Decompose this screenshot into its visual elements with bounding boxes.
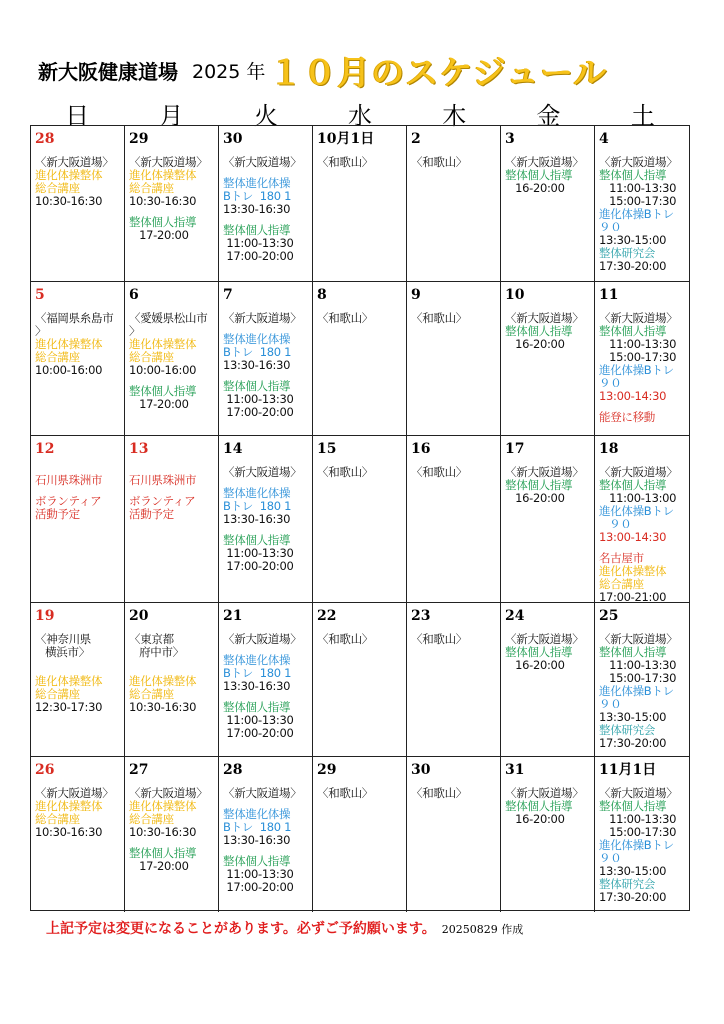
schedule-line: 進化体操整体	[129, 337, 197, 351]
schedule-line: 11:00-13:30	[223, 867, 294, 881]
schedule-line: 16-20:00	[505, 337, 565, 351]
schedule-line: 整体個人指導	[223, 700, 291, 714]
schedule-line: 総合講座	[129, 812, 174, 826]
day-number: 7	[223, 287, 233, 303]
schedule-line: 10:00-16:00	[35, 363, 103, 377]
footer-notice: 上記予定は変更になることがあります。必ずご予約願います。	[46, 921, 436, 937]
day-number: 14	[223, 441, 243, 457]
schedule-line: 〈神奈川県	[35, 632, 91, 646]
schedule-line: 〈和歌山〉	[411, 155, 467, 169]
day-number: 9	[411, 287, 421, 303]
schedule-line: 進化体操整体	[129, 168, 197, 182]
calendar-day-cell	[407, 757, 501, 912]
day-number: 4	[599, 131, 609, 147]
schedule-line: 17:00-20:00	[223, 726, 294, 740]
schedule-line: 15:00-17:30	[599, 194, 677, 208]
schedule-line: 横浜市〉	[35, 645, 90, 659]
schedule-line: 11:00-13:30	[223, 713, 294, 727]
day-number: 31	[505, 762, 525, 778]
schedule-line: 〈和歌山〉	[317, 311, 373, 325]
schedule-line: 13:30-16:30	[223, 679, 291, 693]
schedule-line: 〈新大阪道場〉	[223, 786, 302, 800]
schedule-line: ボランティア	[129, 494, 196, 508]
schedule-line: 13:30-16:30	[223, 833, 291, 847]
schedule-line: 〈新大阪道場〉	[599, 632, 678, 646]
schedule-line: 〈和歌山〉	[411, 632, 467, 646]
schedule-line: 17-20:00	[129, 859, 189, 873]
calendar-day-cell	[125, 757, 219, 912]
schedule-line: 整体個人指導	[599, 645, 667, 659]
day-number: 11月1日	[599, 762, 657, 778]
schedule-line: 進化体操Bトレ	[599, 504, 674, 518]
weekday-header-row	[30, 96, 690, 130]
schedule-line: ９０	[599, 851, 622, 865]
calendar-day-cell	[595, 282, 689, 436]
weekday-thu: 木	[442, 102, 467, 130]
schedule-line: 〈新大阪道場〉	[505, 465, 584, 479]
schedule-line: 11:00-13:30	[223, 392, 294, 406]
calendar-day-cell	[219, 757, 313, 912]
org-name: 新大阪健康道場	[38, 59, 178, 84]
day-number: 3	[505, 131, 515, 147]
calendar-day-cell	[595, 757, 689, 912]
day-number: 6	[129, 287, 139, 303]
schedule-line: 整体進化体操	[223, 332, 291, 346]
schedule-line: 〈新大阪道場〉	[505, 155, 584, 169]
schedule-line: 15:00-17:30	[599, 671, 677, 685]
schedule-line: 〈新大阪道場〉	[505, 632, 584, 646]
calendar-day-cell	[313, 603, 407, 757]
schedule-line: Bトレ 180 1	[223, 820, 292, 834]
calendar-day-cell	[31, 282, 125, 436]
schedule-line: 〈新大阪道場〉	[35, 786, 114, 800]
schedule-line: 整体個人指導	[223, 379, 291, 393]
schedule-line: 整体個人指導	[599, 324, 667, 338]
day-number: 29	[317, 762, 337, 778]
schedule-line: 整体個人指導	[129, 384, 197, 398]
weekday-wed: 水	[347, 102, 372, 130]
schedule-line: 活動予定	[129, 507, 174, 521]
schedule-line: 整体個人指導	[599, 799, 667, 813]
schedule-line: ９０	[599, 517, 632, 531]
schedule-line: 13:30-16:30	[223, 512, 291, 526]
schedule-line: 総合講座	[129, 687, 174, 701]
weekday-tue: 火	[253, 102, 278, 130]
schedule-line: 〈和歌山〉	[317, 632, 373, 646]
day-number: 12	[35, 441, 55, 457]
calendar-day-cell	[31, 757, 125, 912]
day-number: 10月1日	[317, 131, 375, 147]
schedule-line: 17:00-20:00	[223, 249, 294, 263]
day-number: 19	[35, 608, 55, 624]
schedule-line: 10:30-16:30	[35, 194, 103, 208]
calendar-day-cell	[407, 436, 501, 603]
schedule-line: 〈新大阪道場〉	[599, 311, 678, 325]
day-number: 28	[223, 762, 243, 778]
schedule-line: 13:30-16:30	[223, 202, 291, 216]
day-number: 15	[317, 441, 337, 457]
day-number: 21	[223, 608, 243, 624]
schedule-line: 総合講座	[129, 181, 174, 195]
weekday-sun: 日	[65, 102, 90, 130]
schedule-line: ９０	[599, 697, 622, 711]
weekday-sat: 土	[630, 102, 655, 130]
day-number: 5	[35, 287, 45, 303]
schedule-line: 10:00-16:00	[129, 363, 197, 377]
schedule-line: ９０	[599, 220, 622, 234]
day-number: 25	[599, 608, 619, 624]
day-number: 27	[129, 762, 149, 778]
schedule-line: 整体個人指導	[599, 478, 667, 492]
day-number: 10	[505, 287, 525, 303]
schedule-line: 15:00-17:30	[599, 350, 677, 364]
schedule-line: 〈和歌山〉	[411, 311, 467, 325]
schedule-line: 整体研究会	[599, 246, 655, 260]
calendar-day-cell	[31, 603, 125, 757]
calendar-day-cell	[125, 282, 219, 436]
calendar-day-cell	[313, 436, 407, 603]
schedule-line: 整体進化体操	[223, 486, 291, 500]
schedule-line: 〈和歌山〉	[317, 465, 373, 479]
day-number: 30	[223, 131, 243, 147]
schedule-line: 16-20:00	[505, 181, 565, 195]
calendar-day-cell	[219, 436, 313, 603]
schedule-line: Bトレ 180 1	[223, 345, 292, 359]
day-number: 16	[411, 441, 431, 457]
calendar-day-cell	[595, 126, 689, 282]
schedule-line: 進化体操整体	[35, 337, 103, 351]
schedule-line: 進化体操Bトレ	[599, 207, 674, 221]
schedule-line: 15:00-17:30	[599, 825, 677, 839]
schedule-line: 17-20:00	[129, 397, 189, 411]
schedule-line: 総合講座	[599, 577, 644, 591]
schedule-line: 〈愛媛県松山市	[129, 311, 208, 325]
day-number: 2	[411, 131, 421, 147]
schedule-line: 〈和歌山〉	[411, 465, 467, 479]
schedule-line: 整体進化体操	[223, 176, 291, 190]
schedule-line: 〈和歌山〉	[317, 786, 373, 800]
calendar-day-cell	[219, 282, 313, 436]
day-number: 13	[129, 441, 149, 457]
schedule-line: 13:00-14:30	[599, 389, 667, 403]
schedule-line: 11:00-13:30	[223, 546, 294, 560]
schedule-line: Bトレ 180 1	[223, 666, 292, 680]
day-number: 22	[317, 608, 337, 624]
calendar-day-cell	[501, 603, 595, 757]
calendar-day-cell	[407, 282, 501, 436]
schedule-line: 〈新大阪道場〉	[223, 632, 302, 646]
schedule-line: 10:30-16:30	[129, 194, 197, 208]
schedule-line: ９０	[599, 376, 622, 390]
schedule-line: 13:30-16:30	[223, 358, 291, 372]
schedule-line: 13:30-15:00	[599, 864, 667, 878]
schedule-line: 10:30-16:30	[35, 825, 103, 839]
page-header	[38, 48, 607, 92]
schedule-line: 進化体操整体	[129, 799, 197, 813]
schedule-line: 17:00-20:00	[223, 405, 294, 419]
schedule-line: 進化体操Bトレ	[599, 838, 674, 852]
schedule-line: 17:00-21:00	[599, 590, 667, 603]
calendar-day-cell	[125, 603, 219, 757]
schedule-line: 〉	[35, 324, 47, 338]
schedule-line: 〈和歌山〉	[411, 786, 467, 800]
weekday-mon: 月	[159, 102, 184, 130]
schedule-line: 17:00-20:00	[223, 880, 294, 894]
schedule-line: 〈福岡県糸島市	[35, 311, 114, 325]
schedule-line: 17:30-20:00	[599, 890, 667, 904]
created-date: 20250829 作成	[441, 923, 524, 936]
schedule-line: 整体研究会	[599, 723, 655, 737]
schedule-line: 10:30-16:30	[129, 700, 197, 714]
calendar-day-cell	[501, 436, 595, 603]
schedule-line: 整体進化体操	[223, 807, 291, 821]
spacer	[35, 659, 121, 667]
calendar-grid	[30, 125, 690, 911]
schedule-line: 進化体操整体	[599, 564, 667, 578]
schedule-line: 進化体操Bトレ	[599, 363, 674, 377]
schedule-line: 整体個人指導	[505, 645, 573, 659]
schedule-line: 17:30-20:00	[599, 259, 667, 273]
calendar-day-cell	[313, 126, 407, 282]
schedule-line: 総合講座	[35, 181, 80, 195]
schedule-line: 13:00-14:30	[599, 530, 667, 544]
schedule-line: 〈新大阪道場〉	[223, 311, 302, 325]
schedule-line: 13:30-15:00	[599, 710, 667, 724]
calendar-day-cell	[31, 436, 125, 603]
schedule-line: 進化体操整体	[35, 168, 103, 182]
schedule-line: 〈和歌山〉	[317, 155, 373, 169]
calendar-day-cell	[501, 282, 595, 436]
year-label: 2025 年	[192, 60, 266, 83]
schedule-line: 活動予定	[35, 507, 80, 521]
schedule-line: 11:00-13:00	[599, 491, 677, 505]
schedule-line: 〈新大阪道場〉	[505, 786, 584, 800]
day-number: 24	[505, 608, 525, 624]
schedule-line: 17:00-20:00	[223, 559, 294, 573]
schedule-line: 整体個人指導	[599, 168, 667, 182]
calendar-day-cell	[313, 282, 407, 436]
schedule-line: 10:30-16:30	[129, 825, 197, 839]
schedule-line: 進化体操整体	[35, 799, 103, 813]
day-number: 18	[599, 441, 619, 457]
schedule-line: 進化体操Bトレ	[599, 684, 674, 698]
schedule-line: 16-20:00	[505, 812, 565, 826]
schedule-line: 総合講座	[35, 350, 80, 364]
schedule-line: 総合講座	[129, 350, 174, 364]
schedule-line: 〈新大阪道場〉	[35, 155, 114, 169]
calendar-day-cell	[31, 126, 125, 282]
schedule-line: 11:00-13:30	[223, 236, 294, 250]
schedule-line: ボランティア	[35, 494, 102, 508]
schedule-line: 整体個人指導	[505, 478, 573, 492]
schedule-line: 整体個人指導	[223, 223, 291, 237]
schedule-line: 〈新大阪道場〉	[599, 786, 678, 800]
schedule-line: 〈新大阪道場〉	[599, 155, 678, 169]
spacer	[129, 659, 215, 667]
schedule-line: 能登に移動	[599, 410, 655, 424]
calendar-day-cell	[407, 126, 501, 282]
schedule-line: 13:30-15:00	[599, 233, 667, 247]
schedule-line: 〈東京都	[129, 632, 174, 646]
schedule-line: 整体個人指導	[505, 168, 573, 182]
schedule-line: 16-20:00	[505, 491, 565, 505]
schedule-line: 総合講座	[35, 687, 80, 701]
calendar-day-cell	[595, 603, 689, 757]
schedule-line: 11:00-13:30	[599, 181, 677, 195]
schedule-line: 整体個人指導	[505, 324, 573, 338]
schedule-line: 総合講座	[35, 812, 80, 826]
schedule-line: 石川県珠洲市	[35, 473, 103, 487]
schedule-line: 府中市〉	[129, 645, 184, 659]
schedule-line: 進化体操整体	[129, 674, 197, 688]
day-number: 8	[317, 287, 327, 303]
schedule-line: Bトレ 180 1	[223, 499, 292, 513]
calendar-day-cell	[407, 603, 501, 757]
schedule-line: 石川県珠洲市	[129, 473, 197, 487]
schedule-line: 11:00-13:30	[599, 812, 677, 826]
schedule-line: 17-20:00	[129, 228, 189, 242]
schedule-line: Bトレ 180 1	[223, 189, 292, 203]
day-number: 28	[35, 131, 55, 147]
schedule-line: 整体個人指導	[505, 799, 573, 813]
schedule-line: 11:00-13:30	[599, 658, 677, 672]
schedule-line: 整体研究会	[599, 877, 655, 891]
calendar-day-cell	[501, 757, 595, 912]
schedule-line: 12:30-17:30	[35, 700, 103, 714]
day-number: 23	[411, 608, 431, 624]
calendar-day-cell	[125, 436, 219, 603]
schedule-line: 整体個人指導	[223, 533, 291, 547]
page-title: １０月のスケジュール	[269, 52, 608, 92]
schedule-line: 〉	[129, 324, 141, 338]
schedule-line: 〈新大阪道場〉	[599, 465, 678, 479]
day-number: 17	[505, 441, 525, 457]
calendar-day-cell	[313, 757, 407, 912]
schedule-line: 整体個人指導	[129, 215, 197, 229]
schedule-line: 〈新大阪道場〉	[129, 786, 208, 800]
schedule-line: 11:00-13:30	[599, 337, 677, 351]
schedule-line: 〈新大阪道場〉	[505, 311, 584, 325]
calendar-day-cell	[219, 603, 313, 757]
schedule-line: 整体進化体操	[223, 653, 291, 667]
day-number: 11	[599, 287, 619, 303]
day-number: 20	[129, 608, 149, 624]
calendar-day-cell	[501, 126, 595, 282]
day-number: 26	[35, 762, 55, 778]
schedule-line: 〈新大阪道場〉	[223, 155, 302, 169]
schedule-line: 〈新大阪道場〉	[129, 155, 208, 169]
schedule-line: 17:30-20:00	[599, 736, 667, 750]
day-number: 29	[129, 131, 149, 147]
schedule-line: 進化体操整体	[35, 674, 103, 688]
footer	[46, 918, 523, 938]
calendar-day-cell	[125, 126, 219, 282]
calendar-day-cell	[219, 126, 313, 282]
schedule-line: 〈新大阪道場〉	[223, 465, 302, 479]
schedule-line: 整体個人指導	[129, 846, 197, 860]
schedule-line: 16-20:00	[505, 658, 565, 672]
day-number: 30	[411, 762, 431, 778]
schedule-line: 整体個人指導	[223, 854, 291, 868]
weekday-fri: 金	[536, 102, 561, 130]
schedule-line: 名古屋市	[599, 551, 644, 565]
calendar-day-cell	[595, 436, 689, 603]
